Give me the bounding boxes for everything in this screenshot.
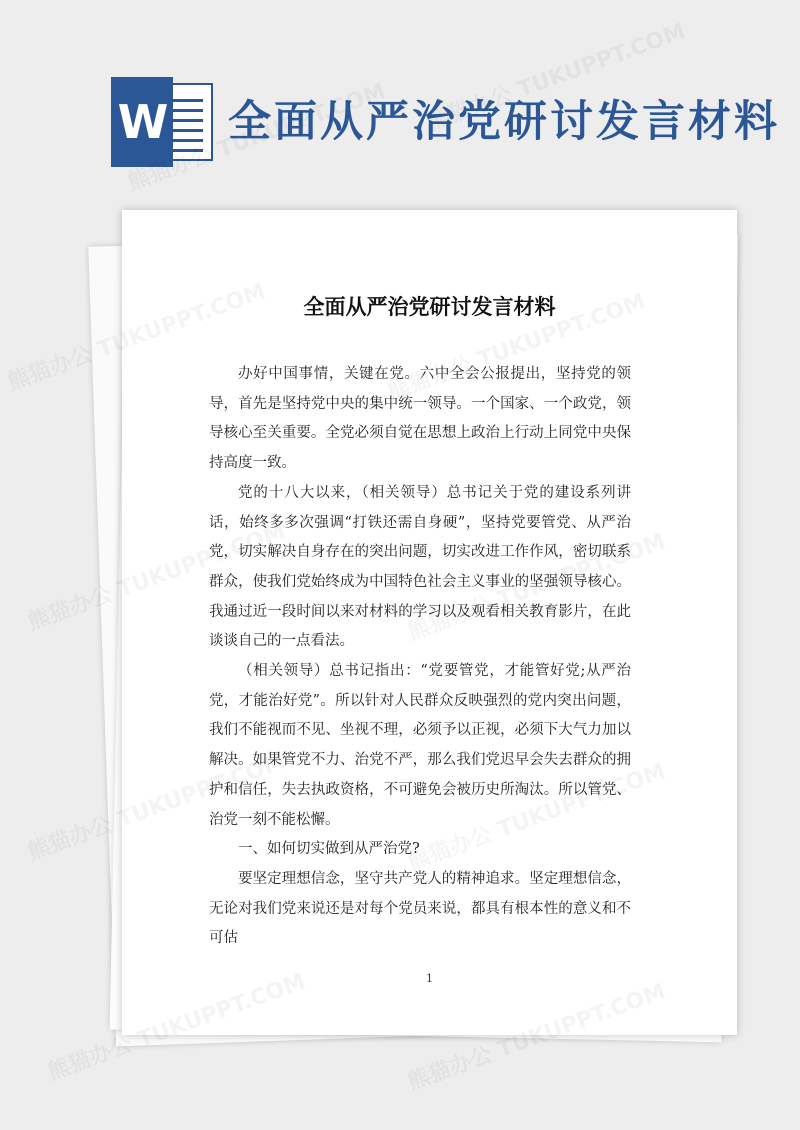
header-banner [0,0,800,200]
word-letter-badge: W [111,77,173,167]
banner-title: 全面从严治党研讨发言材料 [228,97,780,147]
paragraph: 办好中国事情，关键在党。六中全会公报提出，坚持党的领导，首先是坚持党中央的集中统一领导。一个国家、一个政党，领导核心至关重要。全党必须自觉在思想上政治上行动上同党中央保持高度一致。 [209,366,631,472]
paragraph: 要坚定理想信念，坚守共产党人的精神追求。坚定理想信念，无论对我们党来说还是对每个党员来说，都具有根本性的意义和不可估 [209,870,631,947]
paragraph: 党的十八大以来，（相关领导）总书记关于党的建设系列讲话，始终多多次强调“打铁还需自身硬”，坚持党要管党、从严治党，切实解决自身存在的突出问题，切实改进工作作风，密切联系群众，使我们党始终成为中国特色社会主义事业的坚强领导核心。我通过近一段时间以来对材料的学习以及观看相关教育影片，在此谈谈自己的一点看法。 [209,484,631,650]
document-page [122,210,737,1035]
document-body [209,360,631,954]
paragraph: （相关领导）总书记指出：“党要管党，才能管好党;从严治党，才能治好党”。所以针对人民群众反映强烈的党内突出问题，我们不能视而不见、坐视不理，必须予以正视，必须下大气力加以解决。如果管党不力、治党不严，那么我们党迟早会失去群众的拥护和信任，失去执政资格，不可避免会被历史所淘汰。所以管党、治党一刻不能松懈。 [209,663,631,828]
word-logo [111,77,213,167]
section-heading: 一、如何切实做到从严治党? [238,841,420,858]
page-number: 1 [426,972,433,985]
document-title: 全面从严治党研讨发言材料 [303,295,556,319]
